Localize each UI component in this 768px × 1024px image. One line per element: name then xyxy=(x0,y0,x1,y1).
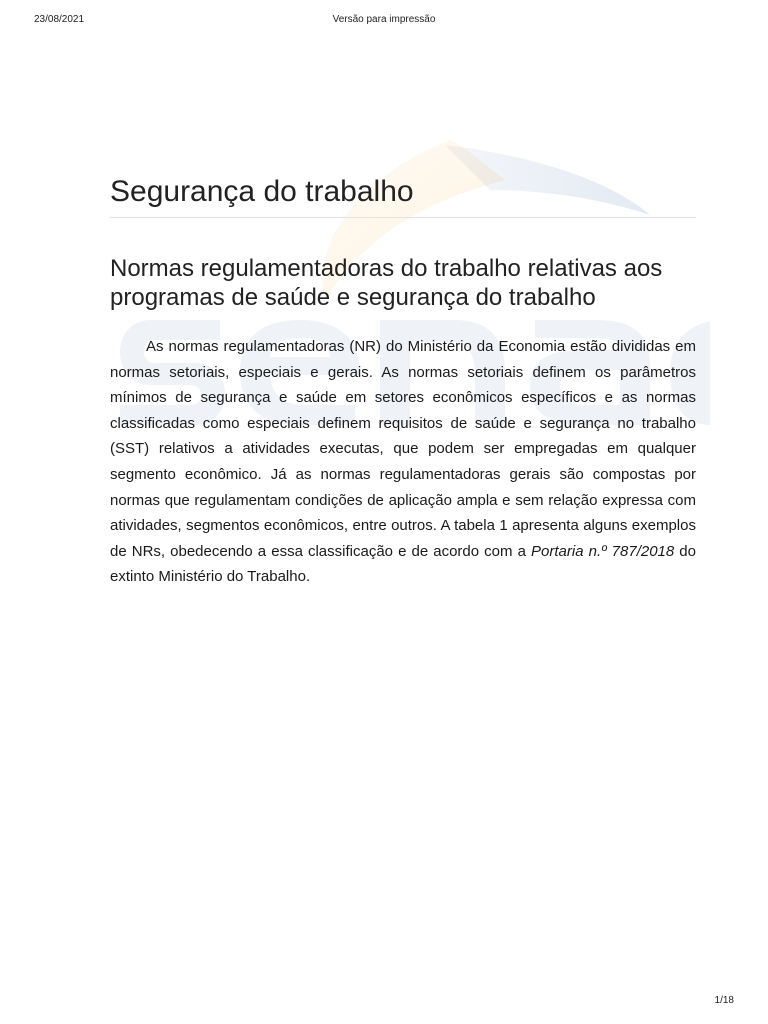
page-title: Segurança do trabalho xyxy=(110,170,696,218)
print-header xyxy=(0,14,768,30)
page-number: 1/18 xyxy=(714,995,734,1006)
paragraph-text: As normas regulamentadoras (NR) do Ministério da Economia estão divididas em normas setoriais, especiais e gerais. As normas setoriais definem os parâmetros mínimos de segurança e saúde em setores econômicos específicos e as normas classificadas como especiais definem requisitos de saúde e segurança no trabalho (SST) relativos a atividades executas, que podem ser empregadas em qualquer segmento econômico. Já as normas regulamentadoras gerais são compostas por normas que regulamentam condições de aplicação ampla e sem relação expressa com atividades, segmentos econômicos, entre outros. A tabela 1 apresenta alguns exemplos de NRs, obedecendo a essa classificação e de acordo com a xyxy=(110,338,696,560)
body-paragraph xyxy=(110,334,696,590)
print-version-title: Versão para impressão xyxy=(332,14,436,25)
print-date: 23/08/2021 xyxy=(34,14,85,25)
document-content xyxy=(110,170,696,590)
section-heading: Normas regulamentadoras do trabalho relativas aos programas de saúde e segurança do trabalho xyxy=(110,255,663,311)
portaria-citation: Portaria n.º 787/2018 xyxy=(531,542,675,560)
paragraph-text-end: do extinto Ministério do Trabalho. xyxy=(110,542,696,586)
